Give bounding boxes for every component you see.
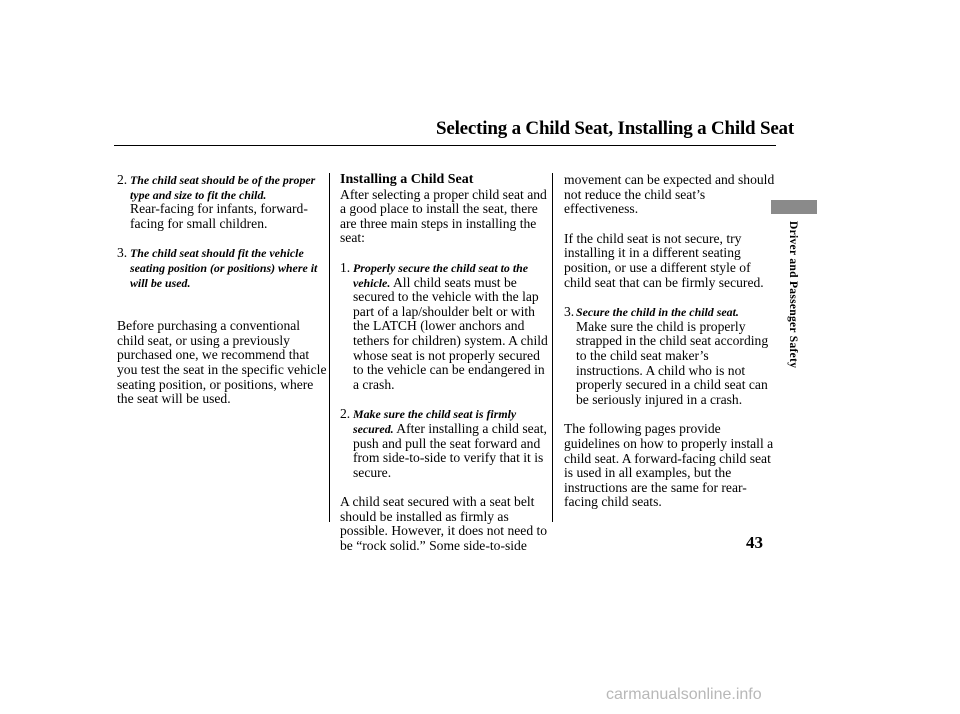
page-number: 43 [746,533,763,552]
page-title: Selecting a Child Seat, Installing a Child Seat [436,118,794,139]
item-number: 3. [564,304,575,320]
list-item [340,407,550,480]
item-number: 1. [340,259,351,275]
paragraph: After selecting a proper child seat and a good place to install the seat, there are three main steps in installing the seat: [340,186,547,246]
item-title: Make sure the child seat is firmly secured. [353,407,517,436]
section-tab [771,200,817,214]
item-number: 2. [340,406,351,422]
item-text: After installing a child seat, push and pull the seat forward and from side-to-side to verify that it is secure. [353,420,547,480]
paragraph: The following pages provide guidelines on how to properly install a child seat. A forward-facing child seat is used in all examples, but the instructions are the same for rear-facing child seats. [564,421,774,510]
list-item [340,261,550,392]
paragraph: A child seat secured with a seat belt should be installed as firmly as possible. However, it does not need to be “rock solid.” Some side-to-side [340,494,548,554]
paragraph: movement can be expected and should not reduce the child seat’s effectiveness. [564,172,775,217]
column-1 [117,173,329,407]
item-number: 3. [117,245,128,261]
item-title: Secure the child in the child seat. [576,305,739,320]
list-item [117,173,329,231]
item-title: The child seat should be of the proper type and size to fit the child. [130,173,316,202]
section-heading: Installing a Child Seat [340,172,474,187]
item-text: Make sure the child is properly strapped in the child seat according to the child seat maker’s instructions. A child who is not properly secured in a child seat can be seriously injured in a crash. [576,318,769,407]
column-2 [340,173,550,554]
header-rule [114,145,776,146]
paragraph: Before purchasing a conventional child seat, or using a previously purchased one, we recommend that you test the seat in the specific vehicle seating position, or positions, where the seat will be used. [117,318,327,407]
section-label: Driver and Passenger Safety [787,221,799,369]
column-3 [564,173,776,510]
item-text: All child seats must be secured to the vehicle with the lap part of a lap/shoulder belt or with the LATCH (lower anchors and tethers for children) system. A child whose seat is not properly secured to the vehicle can be endangered in a crash. [353,274,548,392]
column-divider-1 [329,173,330,522]
item-title: The child seat should fit the vehicle seating position (or positions) where it will be used. [130,246,318,290]
item-number: 2. [117,172,128,187]
item-text: Rear-facing for infants, forward-facing for small children. [130,201,308,231]
column-divider-2 [552,173,553,522]
list-item [117,246,329,290]
list-item [564,305,776,407]
item-title: Properly secure the child seat to the vehicle. [353,260,529,290]
watermark: carmanualsonline.info [606,686,762,703]
paragraph: If the child seat is not secure, try installing it in a different seating position, or use a different style of child seat that can be firmly secured. [564,230,764,290]
